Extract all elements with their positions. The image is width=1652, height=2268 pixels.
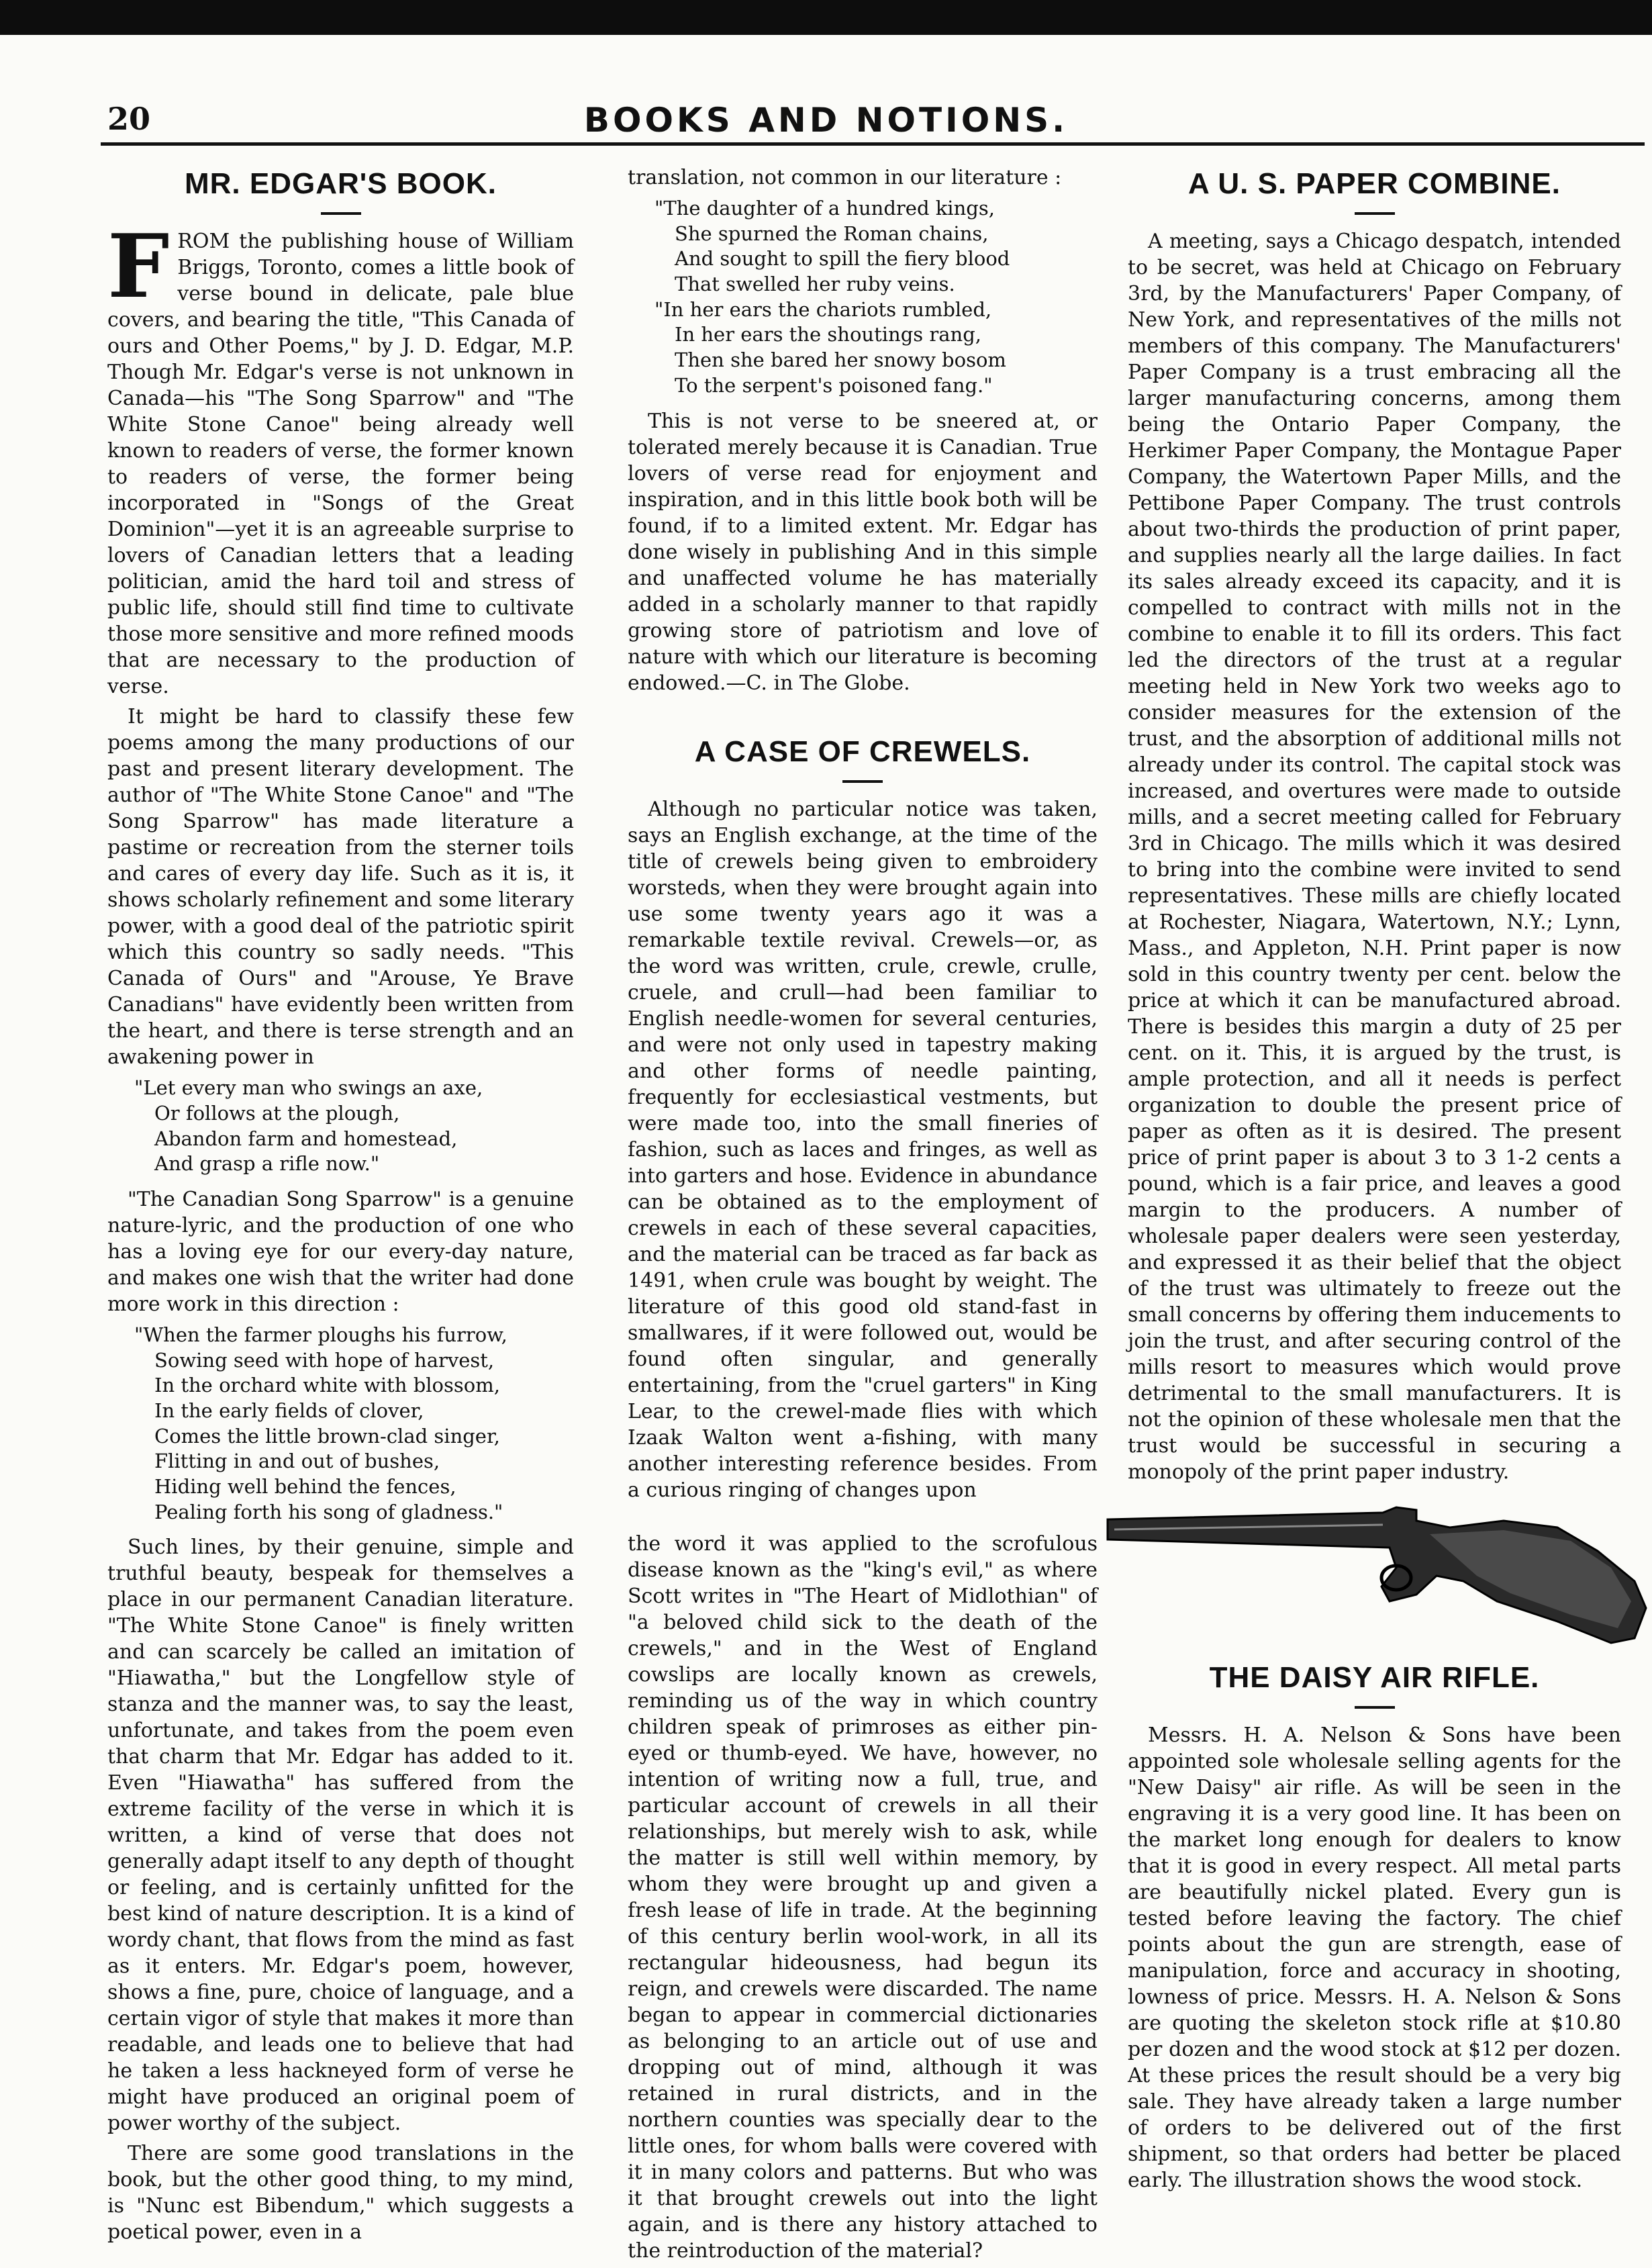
title-dash <box>842 780 883 783</box>
daisy-paragraph: Messrs. H. A. Nelson & Sons have been appointed sole wholesale selling agents for the "New Daisy" air rifle. As will be seen in the engraving it is a very good line. It has been on the market long enough for dealers to know that it is good in every respect. All metal parts are beautifully nickel plated. Every gun is tested before leaving the factory. The chief points about the gun are strength, ease of manipulation, force and accuracy in shooting, lowness of price. Messrs. H. A. Nelson & Sons are quoting the skeleton stock rifle at $10.80 per dozen and the wood stock at $12 per dozen. At these prices the result should be a very big sale. They have already taken a large number of orders to be delivered out of the first shipment, so that orders had better be placed early. The illustration shows the wood stock. <box>1128 1723 1621 2193</box>
paper-paragraph: A meeting, says a Chicago despatch, intended to be secret, was held at Chicago on February 3rd, by the Manufacturers' Paper Company, of New York, and representatives of the mills not members of this company. The Manufacturers' Paper Company is a trust embracing all the larger manufacturing concerns, among them being the Ontario Paper Company, the Herkimer Paper Company, the Montague Paper Company, the Watertown Paper Mills, and the Pettibone Paper Company. The trust controls about two-thirds the production of print paper, and supplies nearly all the large dailies. In fact its sales already exceed its capacity, and it is compelled to contract with mills not in the combine to enable it to fill its orders. This fact led the directors of the trust at a regular meeting held in New York two weeks ago to consider measures for the extension of the trust, and the absorption of additional mills not already under its control. The capital stock was increased, and overtures were made to outside mills, and a secret meeting called for February 3rd in Chicago. The mills which it was desired to bring into the combine were invited to send representatives. These mills are chiefly located at Rochester, Niagara, Watertown, N.Y.; Lynn, Mass., and Appleton, N.H. Print paper is now sold in this country twenty per cent. below the price at which it can be manufactured abroad. There is besides this margin a duty of 25 per cent. on it. This, it is argued by the trust, is ample protection, and all it needs is perfect organization to double the present price of paper as often as it is desired. The present price of print paper is about 3 to 3 1-2 cents a pound, which is a fair price, and leaves a good margin to the producers. A number of wholesale paper dealers were seen yesterday, and expressed it as their belief that the object of the trust was ultimately to freeze out the small concerns by offering them inducements to join the trust, and after securing control of the mills resort to measures which would prove detrimental to the small manufacturers. It is not the opinion of these wholesale men that the trust would be successful in securing a monopoly of the print paper industry. <box>1128 230 1621 1484</box>
verse-line: Abandon farm and homestead, <box>154 1127 458 1150</box>
column-1 <box>107 164 574 2249</box>
page-number: 20 <box>107 101 151 137</box>
verse-line: "In her ears the chariots rumbled, <box>654 297 992 321</box>
air-rifle-illustration <box>1101 1501 1651 1648</box>
verse-block <box>134 1076 574 1177</box>
edgar-paragraph: This is not verse to be sneered at, or tolerated merely because it is Canadian. True lovers of verse read for enjoyment and inspiration, and in this little book both will be found, if to a limited extent. Mr. Edgar has done wisely in publishing And in this simple and unaffected volume he has materially added in a scholarly manner to that rapidly growing store of patriotism and love of nature with which our literature is becoming endowed.—C. in The Globe. <box>628 409 1098 695</box>
edgar-paragraph: There are some good translations in the book, but the other good thing, to my mind, is "Nunc est Bibendum," which suggests a poetical power, even in a <box>107 2142 574 2245</box>
masthead-title: BOOKS AND NOTIONS. <box>583 101 1069 140</box>
crewels-paragraph: the word it was applied to the scrofulous disease known as the "king's evil," as where Scott writes in "The Heart of Midlothian" of "a beloved child sick to the death of the crewels," and in the West of England cowslips are locally known as crewels, reminding us of the way in which country children speak of primroses as either pin-eyed or thumb-eyed. We have, however, no intention of writing now a full, true, and particular account of crewels in all their relationships, but merely wish to ask, while the matter is still well within memory, by whom they were brought up and given a fresh lease of life in trade. At the beginning of this century berlin wool-work, in all its rectangular hideousness, had begun its reign, and crewels were discarded. The name began to appear in commercial dictionaries as belonging to an article out of use and dropping out of mind, although it was retained in rural districts, and in the northern counties was specially dear to the little ones, for whom balls were covered with it in many colors and patterns. But who was it that brought crewels out into the light again, and is there any history attached to the reintroduction of the material? <box>628 1532 1098 2263</box>
top-border-band <box>0 0 1652 35</box>
drop-cap: F <box>107 215 170 318</box>
verse-line: Hiding well behind the fences, <box>154 1475 456 1499</box>
title-dash <box>321 212 361 215</box>
article-title-crewels: A CASE OF CREWELS. <box>694 735 1031 768</box>
verse-line: That swelled her ruby veins. <box>675 273 955 296</box>
verse-line: "Let every man who swings an axe, <box>134 1076 483 1100</box>
column-2-top <box>628 164 1098 1507</box>
column-3-top <box>1128 164 1621 1489</box>
verse-line: Flitting in and out of bushes, <box>154 1450 440 1473</box>
verse-line: In her ears the shoutings rang, <box>675 323 981 346</box>
verse-line: "The daughter of a hundred kings, <box>654 197 995 220</box>
column-2-bottom <box>628 1531 1098 2268</box>
verse-block <box>654 196 1098 399</box>
edgar-paragraph: FROM the publishing house of William Briggs, Toronto, comes a little book of verse bound in delicate, pale blue covers, and bearing the title, "This Canada of ours and Other Poems," by J. D. Edgar, M.P. Though Mr. Edgar's verse is not unknown in Canada—his "The Song Sparrow" and "The White Stone Canoe" being already well known to readers of verse, the former known to readers of verse, the former being incorporated in "Songs of the Great Dominion"—yet it is an agreeable surprise to lovers of Canadian letters that a leading politician, amid the hard toil and stress of public life, should still find time to cultivate those more sensitive and more refined moods that are necessary to the production of verse. <box>107 215 574 699</box>
verse-line: And grasp a rifle now." <box>154 1152 380 1176</box>
edgar-paragraph: translation, not common in our literature : <box>628 166 1062 189</box>
title-dash <box>1355 1706 1395 1709</box>
verse-line: "When the farmer ploughs his furrow, <box>134 1323 507 1346</box>
column-3-bottom <box>1128 1658 1621 2198</box>
verse-line: Pealing forth his song of gladness." <box>154 1500 503 1523</box>
verse-line: In the early fields of clover, <box>154 1399 424 1422</box>
article-title-daisy: THE DAISY AIR RIFLE. <box>1209 1661 1540 1694</box>
verse-line: Or follows at the plough, <box>154 1101 400 1125</box>
verse-line: Comes the little brown-clad singer, <box>154 1424 500 1448</box>
verse-block <box>134 1323 574 1525</box>
verse-line: To the serpent's poisoned fang." <box>675 373 993 397</box>
verse-line: And sought to spill the fiery blood <box>675 247 1010 271</box>
article-title-edgar: MR. EDGAR'S BOOK. <box>184 167 497 200</box>
verse-line: Sowing seed with hope of harvest, <box>154 1348 495 1372</box>
article-title-paper: A U. S. PAPER COMBINE. <box>1188 167 1561 200</box>
header-rule <box>101 142 1645 146</box>
crewels-paragraph: Although no particular notice was taken, says an English exchange, at the time of the title of crewels being given to embroidery worsteds, when they were brought again into use some twenty years ago it was a remarkable textile revival. Crewels—or, as the word was written, crule, crewle, crulle, cruele, and crull—had been familiar to English needle-women for several centuries, and were not only used in tapestry making and other forms of needle painting, frequently for ecclesiastical vestments, but were made too, into the small fineries of fashion, such as laces and fringes, as well as into garters and hose. Evidence in abundance can be obtained as to the employment of crewels in each of these several capacities, and the material can be traced as far back as 1491, when crule was bought by weight. The literature of this good old stand-fast in smallwares, if it were followed out, would be found often singular, and generally entertaining, from the "cruel garters" in King Lear, to the crewel-made flies with which Izaak Walton went a-fishing, with many another interesting reference besides. From a curious ringing of changes upon <box>628 797 1098 1502</box>
verse-line: She spurned the Roman chains, <box>675 222 989 245</box>
edgar-paragraph: "The Canadian Song Sparrow" is a genuine nature-lyric, and the production of one who has a loving eye for our every-day nature, and makes one wish that the writer had done more work in this direction : <box>107 1187 574 1316</box>
verse-line: Then she bared her snowy bosom <box>675 348 1006 372</box>
edgar-paragraph: It might be hard to classify these few poems among the many productions of our past and present literary development. The author of "The White Stone Canoe" and "The Song Sparrow" has made literature a pastime or recreation from the sterner toils and cares of every day life. Such as it is, it shows scholarly refinement and some literary power, with a good deal of the patriotic spirit which this country so sadly needs. "This Canada of Ours" and "Arouse, Ye Brave Canadians" have evidently been written from the heart, and there is terse strength and an awakening power in <box>107 705 574 1070</box>
verse-line: In the orchard white with blossom, <box>154 1374 500 1397</box>
title-dash <box>1355 212 1395 215</box>
edgar-paragraph: Such lines, by their genuine, simple and truthful beauty, bespeak for themselves a place in our permanent Canadian literature. "The White Stone Canoe" is finely written and can scarcely be called an imitation of "Hiawatha," but the Longfellow style of stanza and the manner was, to say the least, unfortunate, and takes from the poem even that charm that Mr. Edgar has added to it. Even "Hiawatha" has suffered from the extreme facility of the verse in which it is written, a kind of verse that does not generally adapt itself to any depth of thought or feeling, and is certainly unfitted for the best kind of nature description. It is a kind of wordy chant, that flows from the mind as fast as it enters. Mr. Edgar's poem, however, shows a fine, pure, choice of language, and a certain vigor of style that makes it more than readable, and leads one to believe that had he taken a less hackneyed form of verse he might have produced an original poem of power worthy of the subject. <box>107 1535 574 2136</box>
